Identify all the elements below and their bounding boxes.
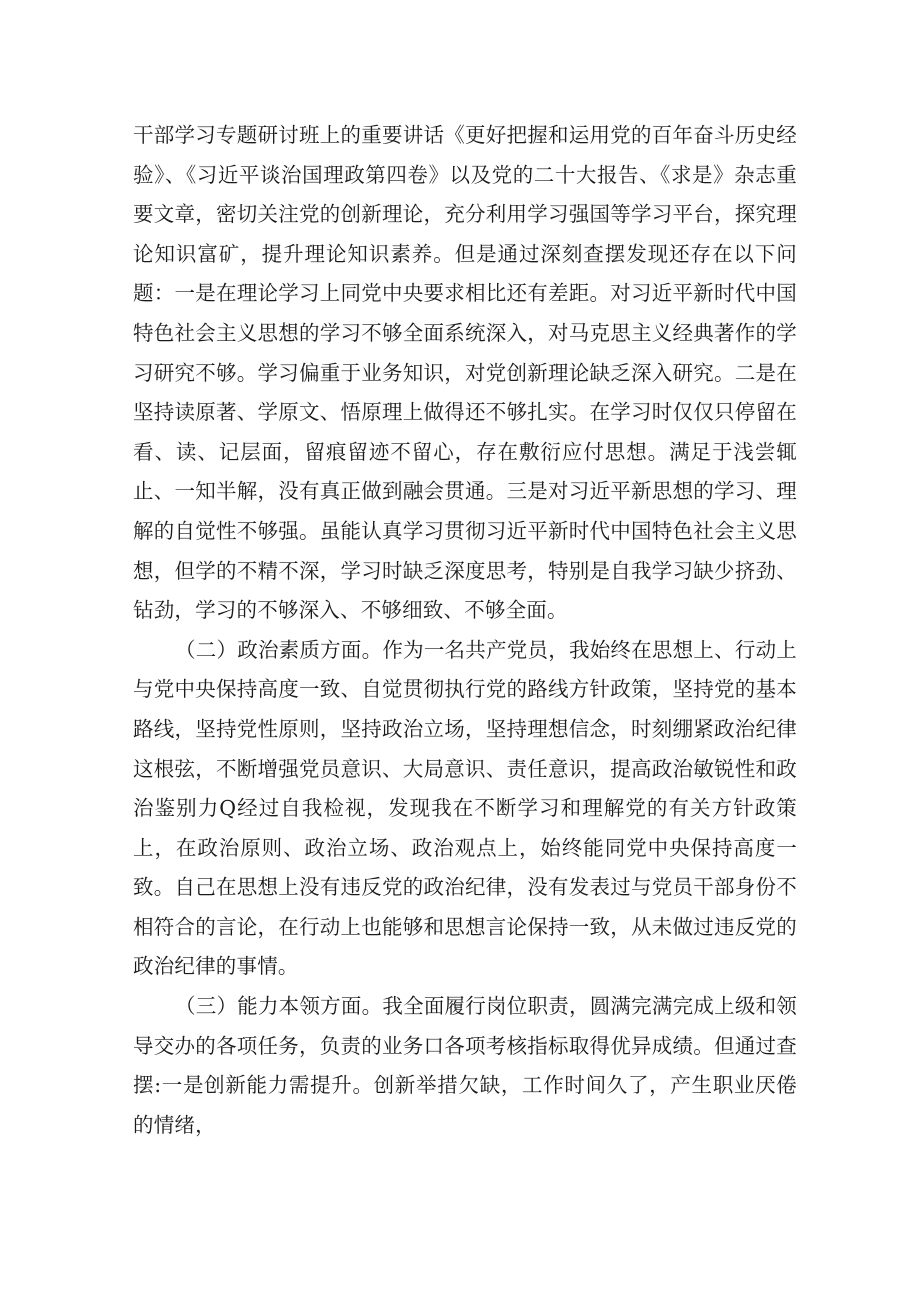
document-body bbox=[133, 116, 797, 1145]
paragraph-ability-skills: （三）能力本领方面。我全面履行岗位职责，圆满完满完成上级和领导交办的各项任务，负责的业务口各项考核指标取得优异成绩。但通过查摆:一是创新能力需提升。创新举措欠缺，工作时间久了，产生职业厌倦的情绪， bbox=[133, 994, 797, 1137]
paragraph-theory-study: 干部学习专题研讨班上的重要讲话《更好把握和运用党的百年奋斗历史经验》、《习近平谈治国理政第四卷》以及党的二十大报告、《求是》杂志重要文章，密切关注党的创新理论，充分利用学习强国等学习平台，探究理论知识富矿，提升理论知识素养。但是通过深刻查摆发现还存在以下问题：一是在理论学习上同党中央要求相比还有差距。对习近平新时代中国特色社会主义思想的学习不够全面系统深入，对马克思主义经典著作的学习研究不够。学习偏重于业务知识，对党创新理论缺乏深入研究。二是在坚持读原著、学原文、悟原理上做得还不够扎实。在学习时仅仅只停留在看、读、记层面，留痕留迹不留心，存在敷衍应付思想。满足于浅尝辄止、一知半解，没有真正做到融会贯通。三是对习近平新思想的学习、理解的自觉性不够强。虽能认真学习贯彻习近平新时代中国特色社会主义思想，但学的不精不深，学习时缺乏深度思考，特别是自我学习缺少挤劲、钻劲，学习的不够深入、不够细致、不够全面。 bbox=[133, 123, 797, 623]
paragraph-political-quality: （二）政治素质方面。作为一名共产党员，我始终在思想上、行动上与党中央保持高度一致、自觉贯彻执行党的路线方针政策，坚持党的基本路线，坚持党性原则，坚持政治立场，坚持理想信念，时刻绷紧政治纪律这根弦，不断增强党员意识、大局意识、责任意识，提高政治敏锐性和政治鉴别力Q经过自我检视，发现我在不断学习和理解党的有关方针政策上，在政治原则、政治立场、政治观点上，始终能同党中央保持高度一致。自己在思想上没有违反党的政治纪律，没有发表过与党员干部身份不相符合的言论，在行动上也能够和思想言论保持一致，从未做过违反党的政治纪律的事情。 bbox=[133, 637, 797, 979]
